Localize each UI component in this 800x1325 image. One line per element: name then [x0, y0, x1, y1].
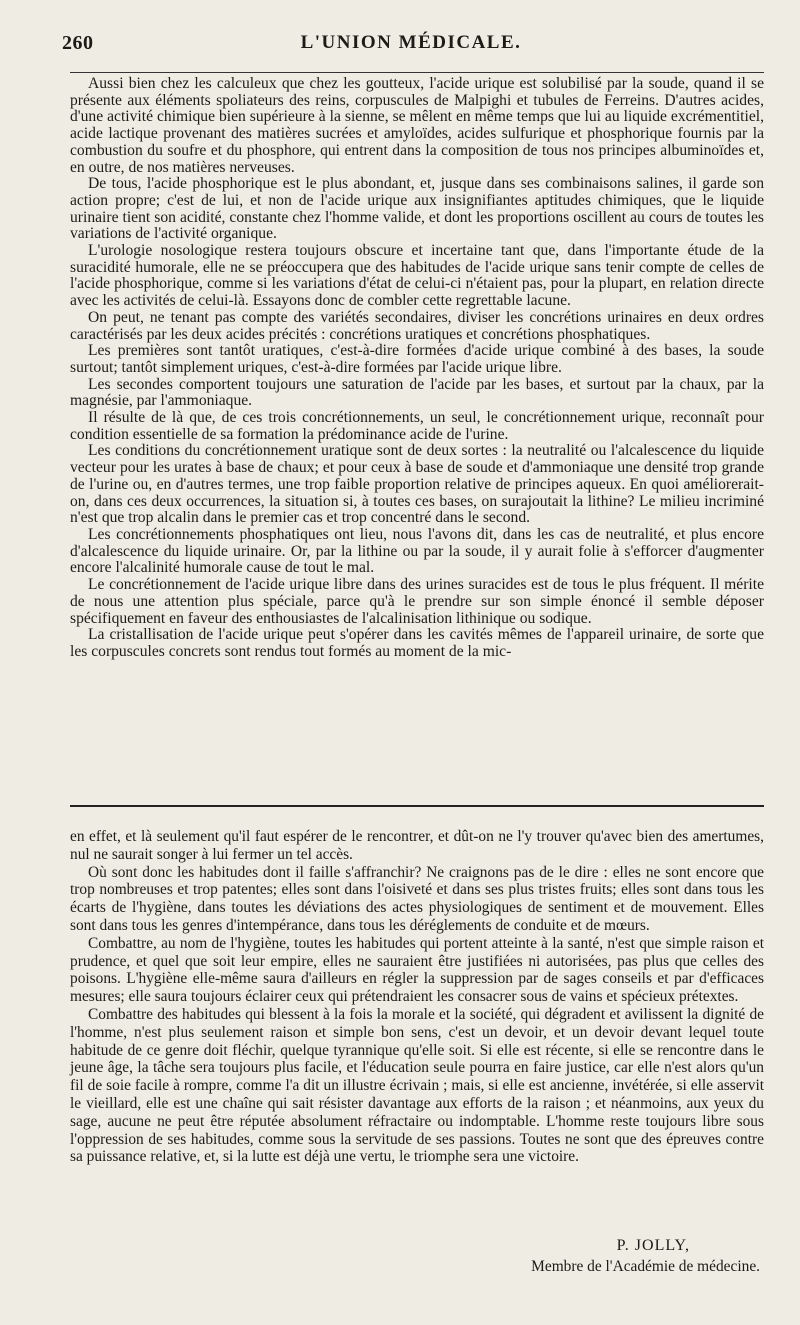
- paragraph: Les secondes comportent toujours une saturation de l'acide par les bases, et surtout par la chaux, par la magnésie, par l'ammoniaque.: [70, 375, 764, 410]
- paragraph: L'urologie nosologique restera toujours obscure et incertaine tant que, dans l'importante étude de la suracidité humorale, elle ne se préoccupera que des habitudes de l'acide urique sans tenir compte de celles de l'acide phosphorique, comme si les variations d'état de celui-ci n'étaient pas, pour la plupart, en relation directe avec les activités de celui-là. Essayons donc de combler cette regrettable lacune.: [70, 242, 764, 310]
- signature-title: Membre de l'Académie de médecine.: [531, 1258, 760, 1275]
- paragraph: La cristallisation de l'acide urique peut s'opérer dans les cavités mêmes de l'appareil urinaire, de sorte que les corpuscules concrets sont rendus tout formés au moment de la mic-: [70, 626, 764, 660]
- feuilleton-section: [70, 828, 764, 1166]
- paragraph: Le concrétionnement de l'acide urique libre dans des urines suracides est de tous le plus fréquent. Il mérite de nous une attention plus spéciale, parce qu'à le prendre sur son simple énoncé il semble déposer spécifiquement en faveur des enthousiastes de l'alcalinisation lithinique ou sodique.: [70, 576, 764, 627]
- paragraph: Combattre des habitudes qui blessent à la fois la morale et la société, qui dégradent et avilissent la dignité de l'homme, n'est plus seulement raison et simple bon sens, c'est un devoir, et un devoir devant lequel toute habitude de ce genre doit fléchir, quelque tyrannique qu'elle soit. Si elle est récente, si elle se rencontre dans le jeune âge, la tâche sera toujours plus facile, et l'éducation seule pourra en faire justice, car elle n'est alors qu'un fil de soie facile à rompre, comme l'a dit un illustre écrivain ; mais, si elle est ancienne, invétérée, si elle asservit le vieillard, elle est une chaîne qui sait résister davantage aux efforts de la raison ; et néanmoins, aux yeux du sage, aucune ne peut être réputée absolument réfractaire ou indomptable. L'homme reste toujours libre sous l'oppression de ses habitudes, comme sous la servitude de ses passions. Toutes ne sont que des épreuves contre sa puissance relative, et, si la lutte est déjà une vertu, le triomphe sera une victoire.: [70, 1005, 764, 1166]
- paragraph: Il résulte de là que, de ces trois concrétionnements, un seul, le concrétionnement urique, reconnaît pour condition essentielle de sa formation la prédominance acide de l'urine.: [70, 409, 764, 443]
- header-rule: [70, 72, 764, 73]
- paragraph: Combattre, au nom de l'hygiène, toutes les habitudes qui portent atteinte à la santé, n'est que simple raison et prudence, et quel que soit leur empire, elles ne sauraient être justifiées ni autorisées, pas plus que celles des poisons. L'hygiène elle-même saura d'ailleurs en régler la suppression par de sages conseils et par d'efficaces mesures; elle saura toujours éclairer ceux qui prétendraient les consacrer sous de vains et spécieux prétextes.: [70, 934, 764, 1006]
- paragraph: On peut, ne tenant pas compte des variétés secondaires, diviser les concrétions urinaires en deux ordres caractérisés par les deux acides précités : concrétions uratiques et concrétions phosphatiques.: [70, 308, 764, 343]
- page-number: 260: [62, 32, 94, 54]
- running-title: L'UNION MÉDICALE.: [300, 32, 522, 53]
- section-divider: [70, 805, 764, 807]
- paragraph: en effet, et là seulement qu'il faut espérer de le rencontrer, et dût-on ne l'y trouver qu'avec bien des amertumes, nul ne saurait songer à lui fermer un tel accès.: [70, 828, 764, 863]
- paragraph: Les conditions du concrétionnement uratique sont de deux sortes : la neutralité ou l'alcalescence du liquide vecteur pour les urates à base de chaux; et pour ceux à base de soude et d'ammoniaque une densité trop grande de l'urine ou, en d'autres termes, une trop faible proportion relative de principes aqueux. En quoi améliorerait-on, dans ces deux occurrences, la situation si, à toutes ces bases, on surajoutait la lithine? Le milieu incriminé n'est que trop alcalin dans le premier cas et trop concentré dans le second.: [70, 442, 764, 527]
- paragraph: Aussi bien chez les calculeux que chez les goutteux, l'acide urique est solubilisé par la soude, quand il se présente aux éléments spoliateurs des reins, corpuscules de Malpighi et tubules de Ferreins. D'autres acides, d'une activité chimique bien supérieure à la sienne, se mêlent en même temps que lui au liquide excrémentitiel, acide lactique provenant des matières sucrées et amyloïdes, acides sulfurique et phosphorique fournis par la combustion du soufre et du phosphore, qui entrent dans la composition de tous nos principes albuminoïdes et, en outre, de nos matières nerveuses.: [70, 75, 764, 176]
- paragraph: Les premières sont tantôt uratiques, c'est-à-dire formées d'acide urique combiné à des bases, la soude surtout; tantôt simplement uriques, c'est-à-dire formées par l'acide urique libre.: [70, 342, 764, 376]
- paragraph: De tous, l'acide phosphorique est le plus abondant, et, jusque dans ses combinaisons salines, il garde son action propre; c'est de lui, et non de l'acide urique aux insignifiantes aptitudes chimiques, que le liquide urinaire tient son acidité, constante chez l'homme valide, et dont les proportions oscillent au cours de toutes les variations de l'activité organique.: [70, 175, 764, 243]
- article-continued: [70, 76, 764, 661]
- signature-name: P. JOLLY,: [616, 1237, 690, 1254]
- paragraph: Où sont donc les habitudes dont il faille s'affranchir? Ne craignons pas de le dire : elles ne sont encore que trop nombreuses et trop patentes; elles sont dans l'oisiveté et dans ses plus tristes fruits; elles sont dans tous les écarts de l'hygiène, dans toutes les déviations des actes physiologiques de sentiment et de mouvement. Elles sont dans tous les genres d'intempérance, dans tous les déréglements de conduite et de mœurs.: [70, 863, 764, 934]
- page-header: [62, 32, 760, 58]
- paragraph: Les concrétionnements phosphatiques ont lieu, nous l'avons dit, dans les cas de neutralité, et plus encore d'alcalescence du liquide urinaire. Or, par la lithine ou par la soude, il y aurait folie à s'efforcer d'augmenter encore l'alcalinité humorale cause de tout le mal.: [70, 525, 764, 577]
